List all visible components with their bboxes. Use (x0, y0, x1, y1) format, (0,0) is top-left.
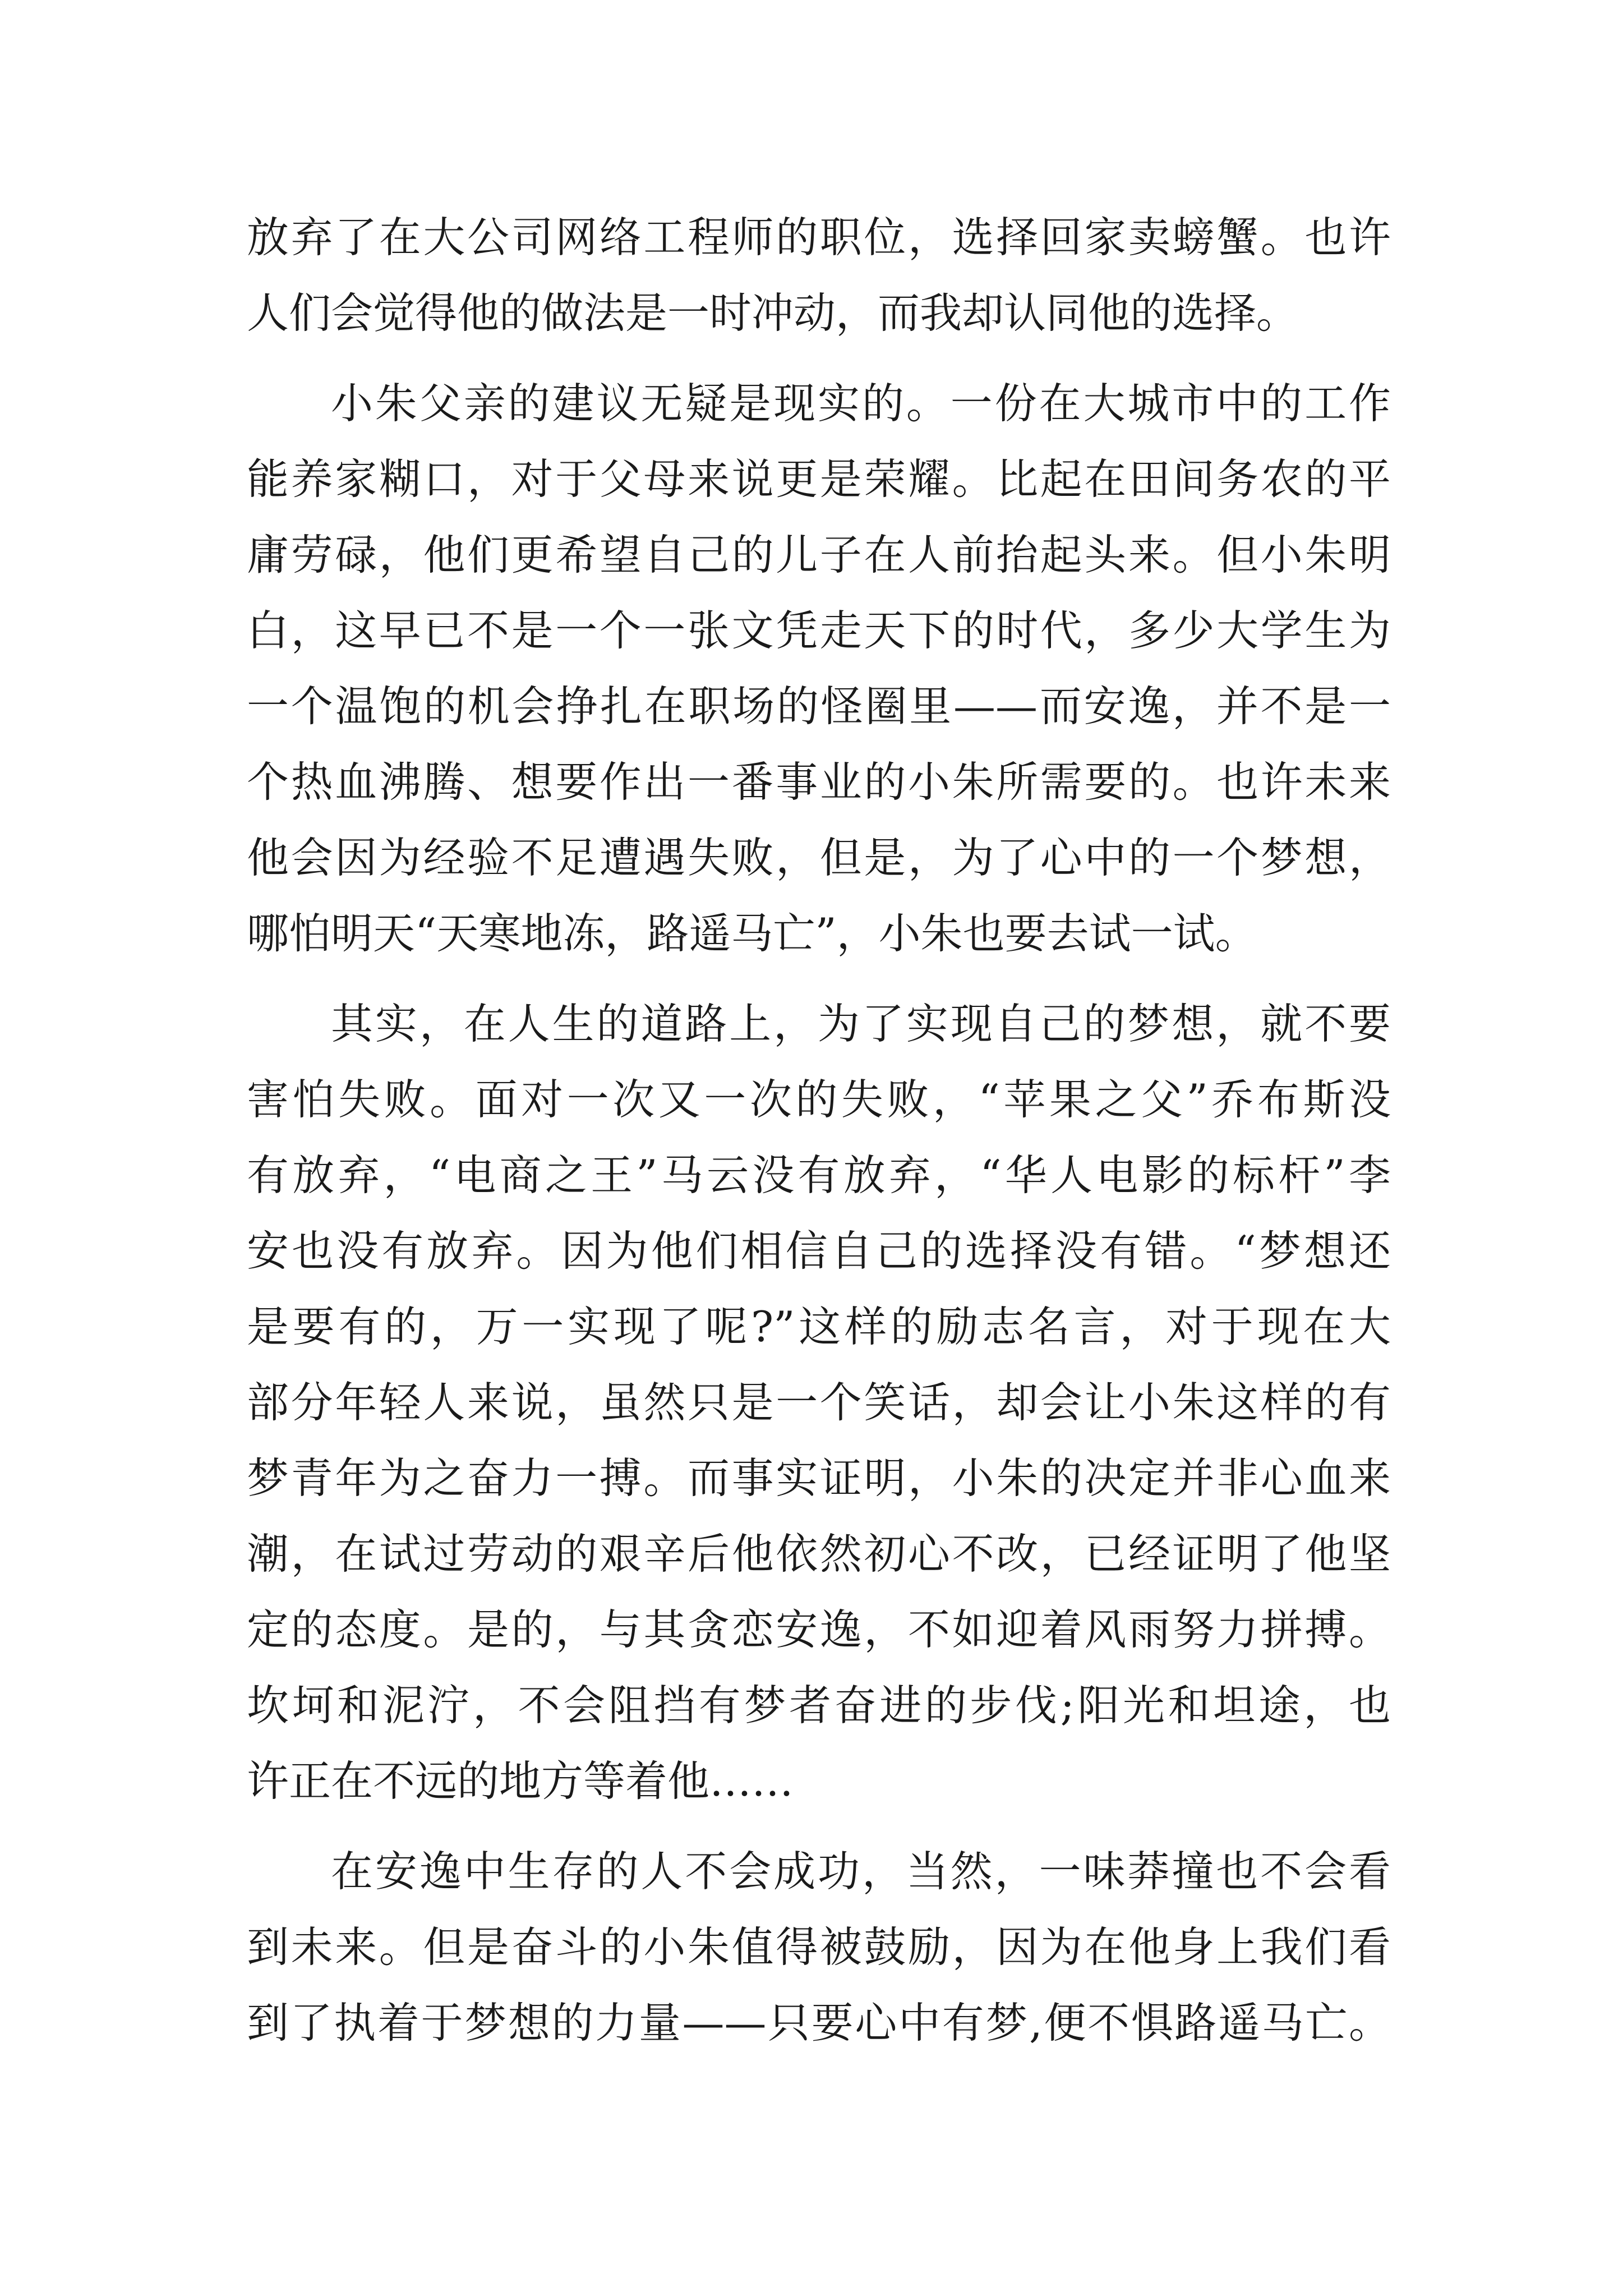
text-line: 一个温饱的机会挣扎在职场的怪圈里——而安逸，并不是一 (247, 682, 1391, 731)
text-line: 庸劳碌，他们更希望自己的儿子在人前抬起头来。但小朱明 (247, 530, 1391, 579)
text-line: 定的态度。是的，与其贪恋安逸，不如迎着风雨努力拼搏。 (247, 1605, 1391, 1654)
text-line: 其实，在人生的道路上，为了实现自己的梦想，就不要 (331, 999, 1391, 1048)
text-line: 部分年轻人来说，虽然只是一个笑话，却会让小朱这样的有 (247, 1378, 1391, 1427)
text-line: 在安逸中生存的人不会成功，当然，一味莽撞也不会看 (331, 1847, 1391, 1896)
text-line: 白，这早已不是一个一张文凭走天下的时代，多少大学生为 (247, 606, 1391, 655)
text-line: 到了执着于梦想的力量——只要心中有梦,便不惧路遥马亡。 (247, 1998, 1391, 2047)
paragraph-1 (247, 200, 1391, 351)
text-line: 是要有的，万一实现了呢?”这样的励志名言，对于现在大 (247, 1302, 1391, 1351)
text-line: 有放弃，“电商之王”马云没有放弃，“华人电影的标杆”李 (247, 1151, 1391, 1200)
paragraph-4 (247, 1834, 1391, 2061)
text-line: 许正在不远的地方等着他…… (247, 1756, 794, 1806)
text-line: 放弃了在大公司网络工程师的职位，选择回家卖螃蟹。也许 (247, 213, 1391, 262)
paragraph-2 (247, 366, 1391, 972)
text-line: 害怕失败。面对一次又一次的失败，“苹果之父”乔布斯没 (247, 1075, 1391, 1124)
text-line: 他会因为经验不足遭遇失败，但是，为了心中的一个梦想， (247, 833, 1391, 882)
text-line: 坎坷和泥泞，不会阻挡有梦者奋进的步伐;阳光和坦途，也 (247, 1681, 1391, 1730)
paragraph-3 (247, 986, 1391, 1819)
text-line: 哪怕明天“天寒地冻，路遥马亡”，小朱也要去试一试。 (247, 909, 1257, 958)
text-line: 梦青年为之奋力一搏。而事实证明，小朱的决定并非心血来 (247, 1453, 1391, 1503)
text-line: 人们会觉得他的做法是一时冲动，而我却认同他的选择。 (247, 288, 1299, 338)
text-line: 潮，在试过劳动的艰辛后他依然初心不改，已经证明了他坚 (247, 1529, 1391, 1579)
text-line: 安也没有放弃。因为他们相信自己的选择没有错。“梦想还 (247, 1226, 1391, 1276)
text-line: 到未来。但是奋斗的小朱值得被鼓励，因为在他身上我们看 (247, 1922, 1391, 1972)
text-line: 小朱父亲的建议无疑是现实的。一份在大城市中的工作 (331, 379, 1391, 428)
essay-body (247, 200, 1391, 2061)
text-line: 能养家糊口，对于父母来说更是荣耀。比起在田间务农的平 (247, 454, 1391, 504)
text-line: 个热血沸腾、想要作出一番事业的小朱所需要的。也许未来 (247, 757, 1391, 807)
